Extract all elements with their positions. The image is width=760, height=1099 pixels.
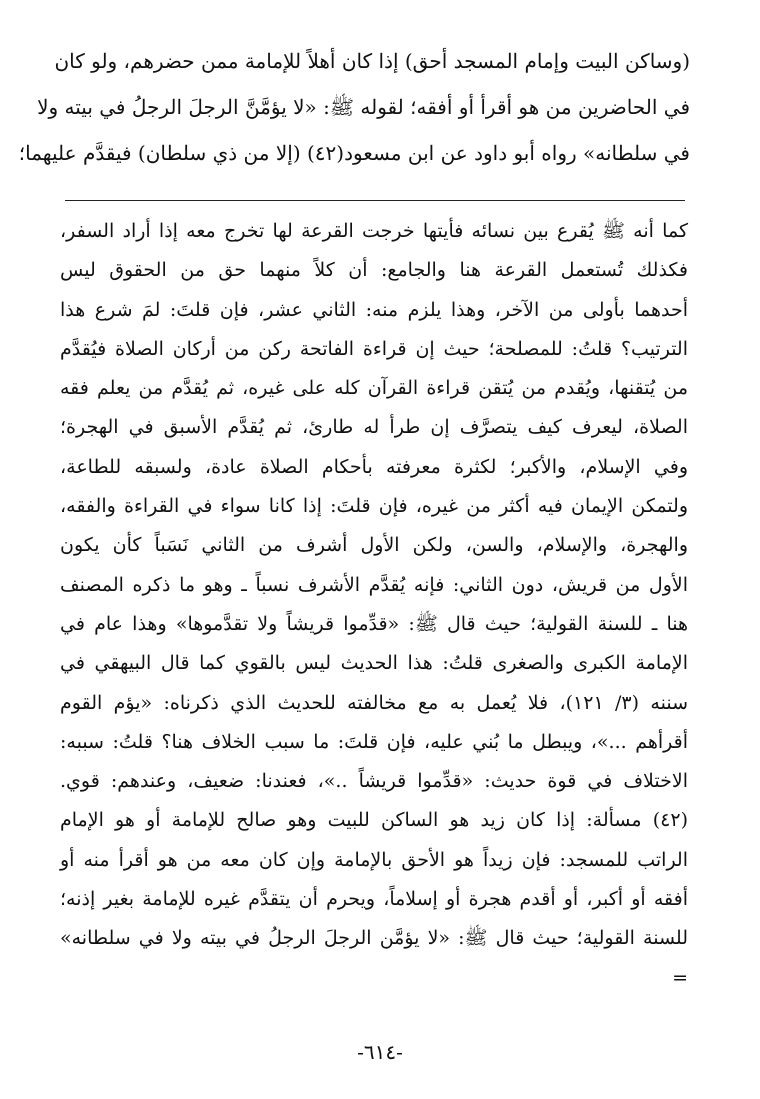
footnote-line: الإمامة الكبرى والصغرى قلتُ: هذا الحديث ليس بالقوي كما قال البيهقي في xyxy=(60,652,688,675)
footnote-line: ولتمكن الإيمان فيه أكثر من غيره، فإن قلتَ: إذا كانا سواء في القراءة والفقه، xyxy=(60,495,688,518)
footnote-line: أقرأهم ...»، ويبطل ما بُني عليه، فإن قلتَ: ما سبب الخلاف هنا؟ قلتُ: سببه: xyxy=(60,730,688,753)
footnote-line: فكذلك تُستعمل القرعة هنا والجامع: أن كلاً منهما حق من الحقوق ليس xyxy=(60,259,688,282)
main-text-block xyxy=(18,38,690,176)
footnote-line: أفقه أو أكبر، أو أقدم هجرة أو إسلاماً، ويحرم أن يتقدَّم غيره للإمامة بغير إذنه؛ xyxy=(60,888,688,911)
footnote-line: الراتب للمسجد: فإن زيداً هو الأحق بالإمامة وإن كان معه من هو أقرأ منه أو xyxy=(60,848,688,871)
footnote-line: كما أنه ﷺ يُقرع بين نسائه فأيتها خرجت القرعة لها تخرج معه إذا أراد السفر، xyxy=(60,220,688,242)
footnote-line: (٤٢) مسألة: إذا كان زيد هو الساكن للبيت وهو صالح للإمامة أو هو الإمام xyxy=(60,809,688,832)
page-number: -٦١٤- xyxy=(357,1040,403,1064)
main-text-line: (وساكن البيت وإمام المسجد أحق) إذا كان أهلاً للإمامة ممن حضرهم، ولو كان xyxy=(54,49,690,73)
footnote-line: سننه (٣/ ١٢١)، فلا يُعمل به مع مخالفته للحديث الذي ذكرناه: «يؤم القوم xyxy=(60,691,688,714)
footnote-line: الترتيب؟ قلتُ: للمصلحة؛ حيث إن قراءة الفاتحة ركن من أركان الصلاة فيُقدَّم xyxy=(60,337,688,360)
footnote-line: الأول من قريش، دون الثاني: فإنه يُقدَّم الأشرف نسباً ـ وهو ما ذكره المصنف xyxy=(60,573,688,596)
footnote-separator xyxy=(65,200,685,201)
main-text-line: في سلطانه» رواه أبو داود عن ابن مسعود(٤٢) (إلا من ذي سلطان) فيقدَّم عليهما؛ xyxy=(18,141,690,165)
footnote-line: للسنة القولية؛ حيث قال ﷺ: «لا يؤمَّن الرجلَ الرجلُ في بيته ولا في سلطانه» xyxy=(60,927,688,950)
footnote-line: أحدهما بأولى من الآخر، وهذا يلزم منه: الثاني عشر، فإن قلتَ: لمَ شرع هذا xyxy=(60,298,688,321)
footnote-continuation-mark: = xyxy=(672,966,688,989)
main-text-line: في الحاضرين من هو أقرأ أو أفقه؛ لقوله ﷺ: «لا يؤمَّنَّ الرجلَ الرجلُ في بيته ولا xyxy=(37,95,690,119)
footnote-line: الاختلاف في قوة حديث: «قدِّموا قريشاً ..»، فعندنا: ضعيف، وعندهم: قوي. xyxy=(60,770,688,793)
footnote-line: وفي الإسلام، والأكبر؛ لكثرة معرفته بأحكام الصلاة عادة، ولسبقه للطاعة، xyxy=(60,455,688,478)
footnotes-block xyxy=(60,212,688,998)
footnote-line: من يُتقنها، ويُقدم من يُتقن قراءة القرآن كله على غيره، ثم يُقدَّم من يعلم فقه xyxy=(60,377,688,400)
footnote-line: هنا ـ للسنة القولية؛ حيث قال ﷺ: «قدِّموا قريشاً ولا تقدَّموها» وهذا عام في xyxy=(60,612,688,635)
footnote-line: الصلاة، ليعرف كيف يتصرَّف إن طرأ له طارئ، ثم يُقدَّم الأسبق في الهجرة؛ xyxy=(60,416,688,439)
footnote-line: والهجرة، والإسلام، والسن، ولكن الأول أشرف من الثاني نَسَباً كأن يكون xyxy=(60,534,688,557)
